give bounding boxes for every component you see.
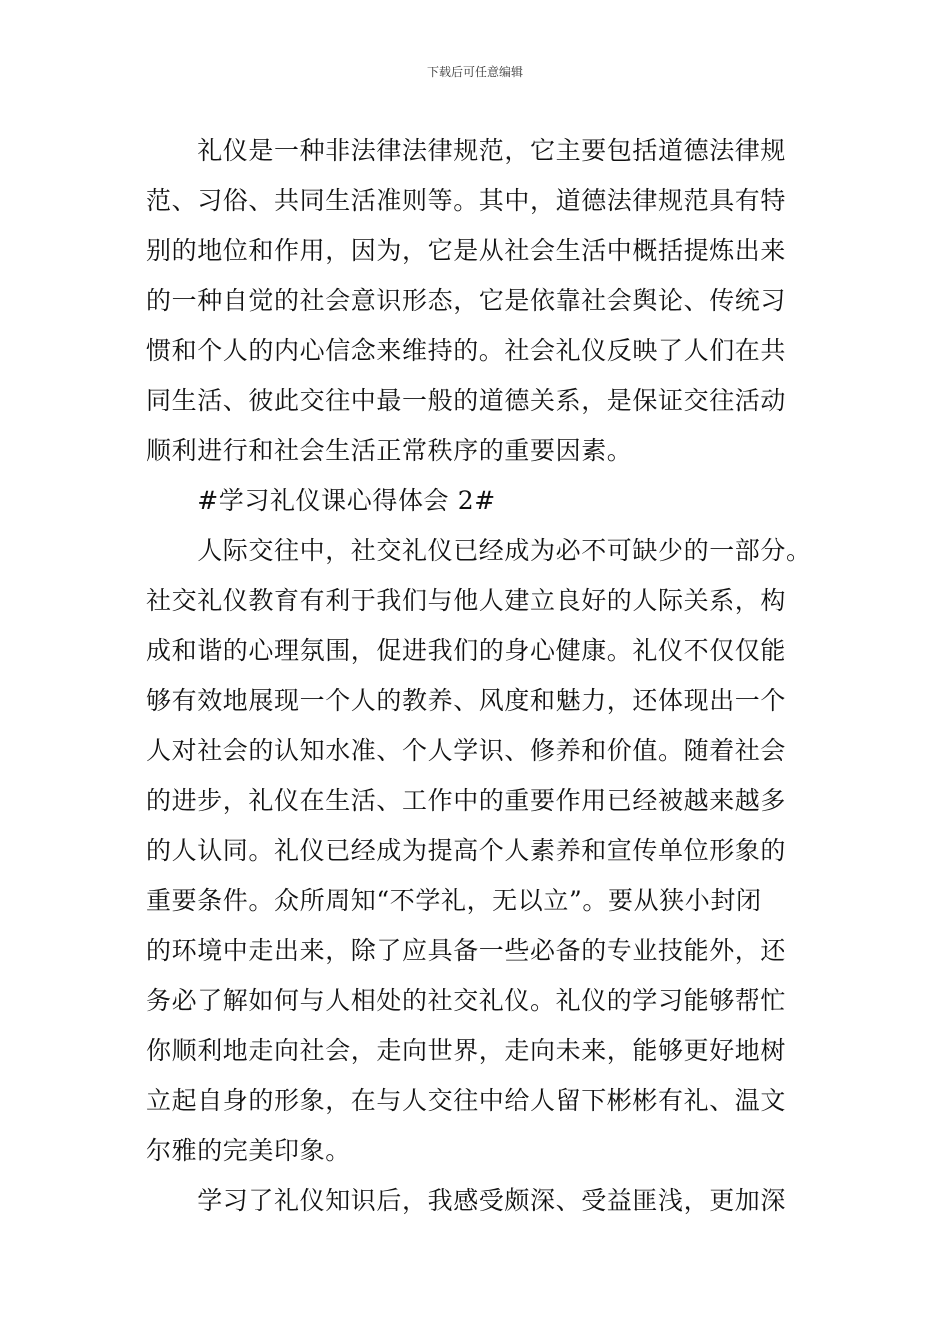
paragraph-2-line-10: 务必了解如何与人相处的社交礼仪。礼仪的学习能够帮忙 [146, 986, 787, 1015]
paragraph-2-line-1: 人际交往中，社交礼仪已经成为必不可缺少的一部分。 [146, 536, 812, 565]
paragraph-2-line-3: 成和谐的心理氛围，促进我们的身心健康。礼仪不仅仅能 [146, 636, 787, 665]
paragraph-1-line-5: 惯和个人的内心信念来维持的。社会礼仪反映了人们在共 [146, 336, 787, 365]
paragraph-2-line-12: 立起自身的形象，在与人交往中给人留下彬彬有礼、温文 [146, 1086, 787, 1115]
paragraph-2-line-13: 尔雅的完美印象。 [146, 1136, 351, 1165]
paragraph-3-line-1: 学习了礼仪知识后，我感受颇深、受益匪浅，更加深 [146, 1186, 787, 1215]
paragraph-1-line-7: 顺利进行和社会生活正常秩序的重要因素。 [146, 436, 633, 465]
paragraph-2-line-7: 的人认同。礼仪已经成为提高个人素养和宣传单位形象的 [146, 836, 787, 865]
paragraph-2-line-8: 重要条件。众所周知“不学礼，无以立”。要从狭小封闭 [146, 886, 762, 915]
paragraph-2-line-11: 你顺利地走向社会，走向世界，走向未来，能够更好地树 [146, 1036, 787, 1065]
paragraph-2-line-6: 的进步，礼仪在生活、工作中的重要作用已经被越来越多 [146, 786, 787, 815]
paragraph-1-line-6: 同生活、彼此交往中最一般的道德关系，是保证交往活动 [146, 386, 787, 415]
paragraph-1-line-4: 的一种自觉的社会意识形态，它是依靠社会舆论、传统习 [146, 286, 787, 315]
paragraph-1-line-3: 别的地位和作用，因为，它是从社会生活中概括提炼出来 [146, 236, 787, 265]
page-header: 下载后可任意编辑 [426, 65, 523, 79]
paragraph-1-line-2: 范、习俗、共同生活准则等。其中，道德法律规范具有特 [146, 186, 787, 215]
paragraph-1-line-1: 礼仪是一种非法律法律规范，它主要包括道德法律规 [146, 136, 787, 165]
paragraph-2-line-5: 人对社会的认知水准、个人学识、修养和价值。随着社会 [146, 736, 787, 765]
paragraph-2-line-4: 够有效地展现一个人的教养、风度和魅力，还体现出一个 [146, 686, 787, 715]
paragraph-2-line-2: 社交礼仪教育有利于我们与他人建立良好的人际关系，构 [146, 586, 787, 615]
paragraph-2-line-9: 的环境中走出来，除了应具备一些必备的专业技能外，还 [146, 936, 787, 965]
section-heading: #学习礼仪课心得体会 2# [146, 486, 496, 515]
